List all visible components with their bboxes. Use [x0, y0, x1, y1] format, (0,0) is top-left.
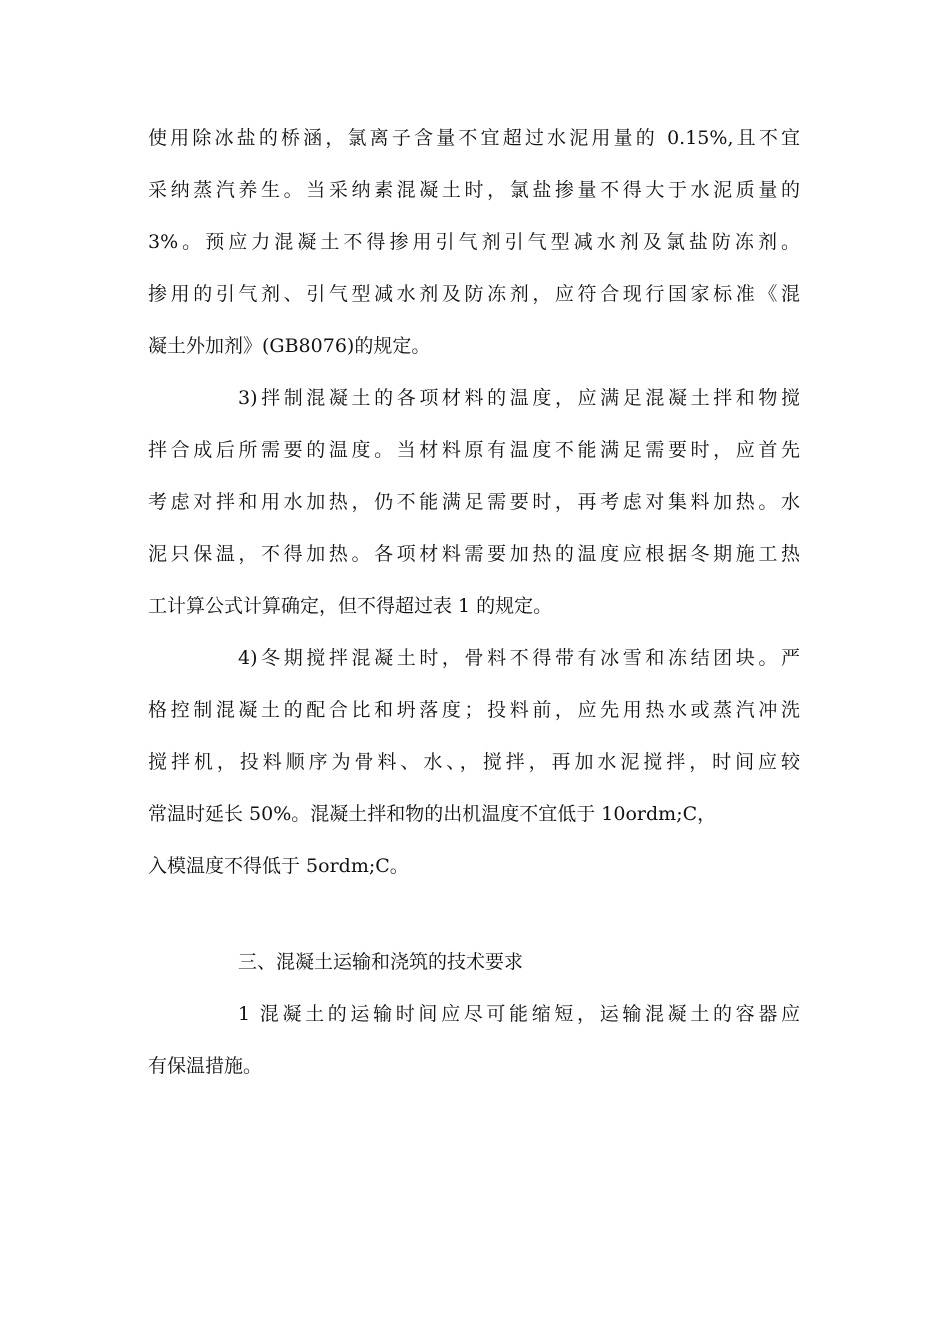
text-line: 3%。预应力混凝土不得掺用引气剂引气型减水剂及氯盐防冻剂。 — [148, 231, 800, 253]
section-heading-text: 三、混凝土运输和浇筑的技术要求 — [238, 951, 524, 973]
text-line: 泥只保温，不得加热。各项材料需要加热的温度应根据冬期施工热 — [148, 543, 800, 565]
text-line: 入模温度不得低于 5ordm;C。 — [148, 855, 409, 877]
text-line: 工计算公式计算确定，但不得超过表 1 的规定。 — [148, 595, 553, 617]
paragraph-material-temperature — [148, 378, 800, 638]
document-body — [148, 118, 800, 1098]
text-line: 常温时延长 50%。混凝土拌和物的出机温度不宜低于 10ordm;C， — [148, 803, 717, 825]
paragraph-winter-mixing — [148, 638, 800, 898]
text-line: 掺用的引气剂、引气型减水剂及防冻剂，应符合现行国家标准《混 — [148, 283, 800, 305]
paragraph-deicing-salt — [148, 118, 800, 378]
text-line: 采纳蒸汽养生。当采纳素混凝土时，氯盐掺量不得大于水泥质量的 — [148, 179, 800, 201]
text-line: 搅拌机，投料顺序为骨料、水、，搅拌，再加水泥搅拌，时间应较 — [148, 751, 800, 773]
section-spacer — [148, 898, 800, 942]
text-line: 有保温措施。 — [148, 1055, 263, 1077]
text-line: 使用除冰盐的桥涵，氯离子含量不宜超过水泥用量的 0.15%,且不宜 — [148, 127, 800, 149]
text-line: 格控制混凝土的配合比和坍落度；投料前，应先用热水或蒸汽冲洗 — [148, 699, 800, 721]
text-line: 1 混凝土的运输时间应尽可能缩短，运输混凝土的容器应 — [238, 1003, 800, 1025]
text-line: 凝土外加剂》(GB8076)的规定。 — [148, 335, 431, 357]
text-line: 3)拌制混凝土的各项材料的温度，应满足混凝土拌和物搅 — [238, 387, 800, 409]
paragraph-transport — [148, 994, 800, 1098]
text-line: 考虑对拌和用水加热，仍不能满足需要时，再考虑对集料加热。水 — [148, 491, 800, 513]
section-heading — [148, 942, 800, 994]
text-line: 拌合成后所需要的温度。当材料原有温度不能满足需要时，应首先 — [148, 439, 800, 461]
text-line: 4)冬期搅拌混凝土时，骨料不得带有冰雪和冻结团块。严 — [238, 647, 800, 669]
